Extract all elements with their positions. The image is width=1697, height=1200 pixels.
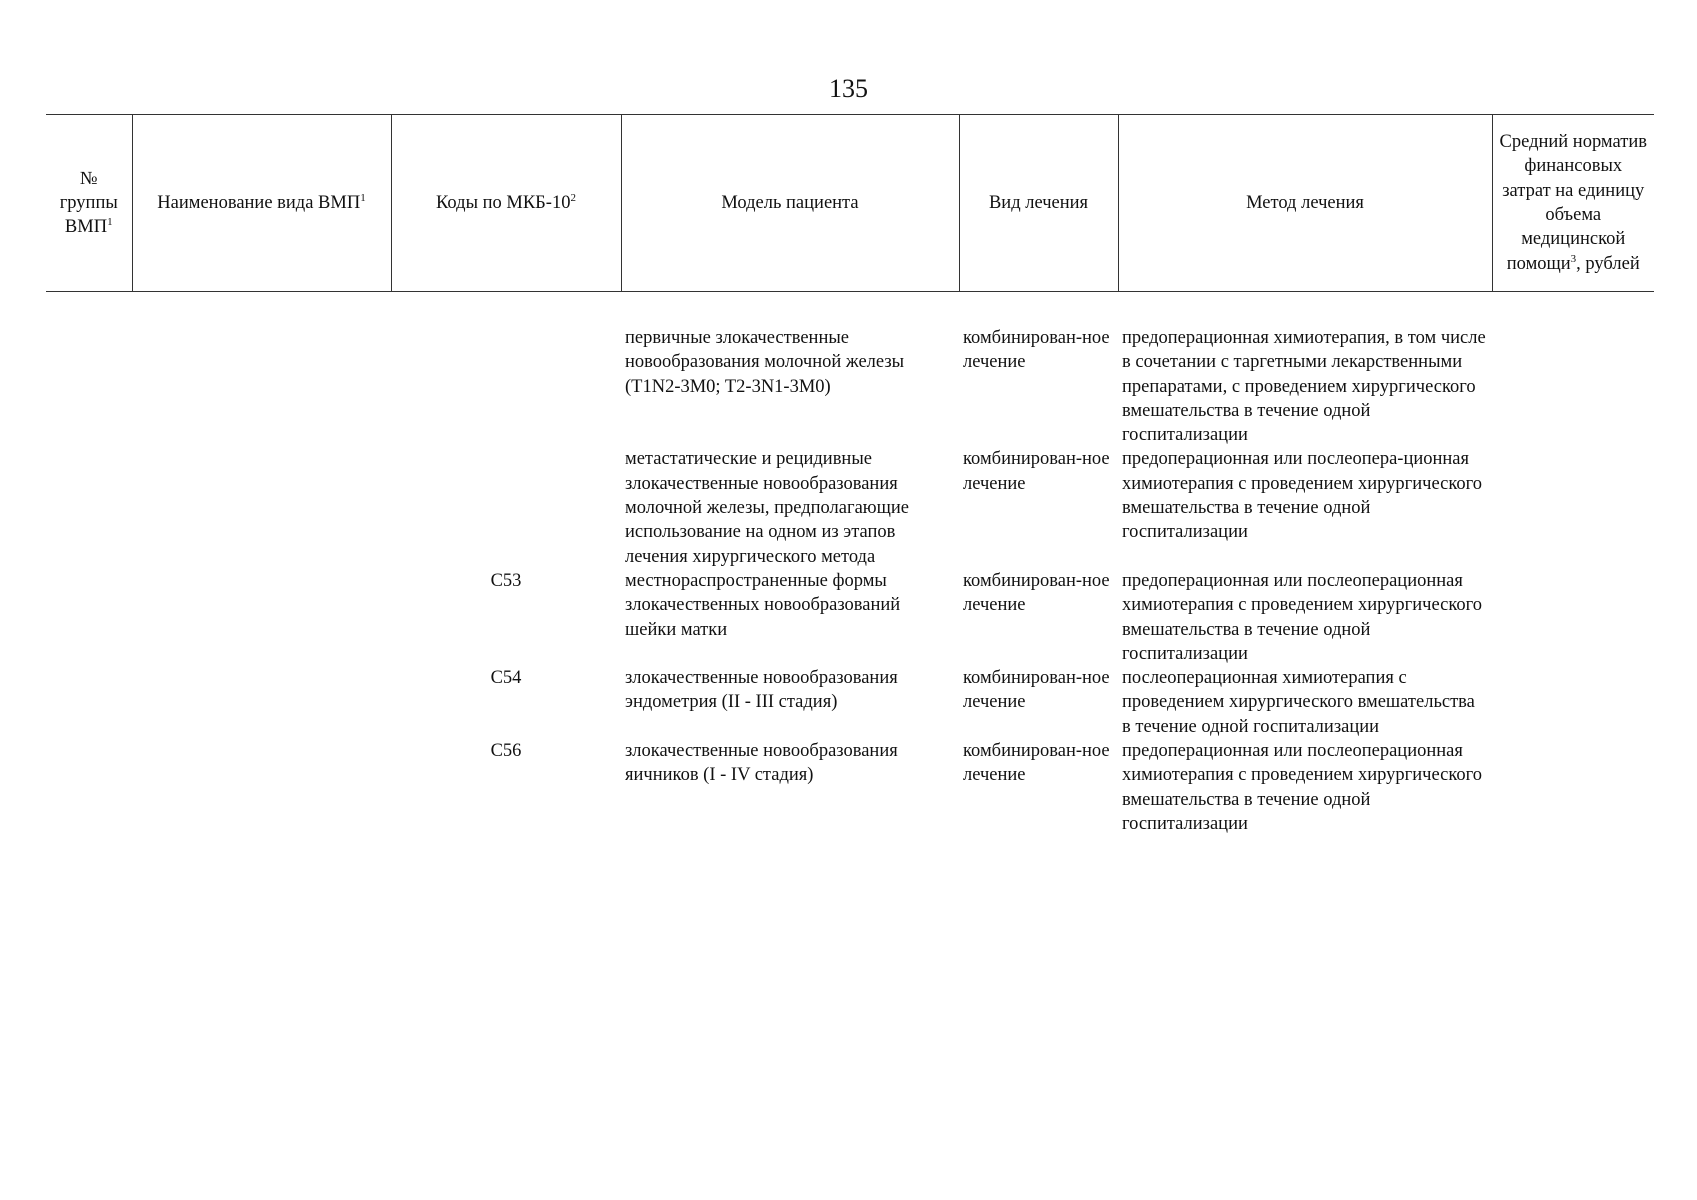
treatment-method-cell: послеоперационная химиотерапия с проведением хирургического вмешательства в течение одной госпитализации (1122, 668, 1475, 737)
treatment-method-cell: предоперационная или послеоперационная химиотерапия с проведением хирургического вмешательства в течение одной госпитализации (1122, 570, 1483, 664)
table-row (46, 326, 1654, 447)
average-cost-cell (1492, 326, 1654, 447)
patient-model-cell: местнораспространенные формы злокачественных новообразований шейки матки (625, 570, 901, 640)
average-cost-cell (1492, 569, 1654, 666)
footnote-marker: 3 (1570, 252, 1577, 265)
footnote-marker: 1 (107, 215, 113, 228)
page-number: 135 (829, 74, 868, 103)
header-group-number (46, 115, 132, 292)
header-treatment-kind-text: Вид лечения (988, 192, 1089, 213)
table-row (46, 666, 1654, 739)
name-cell (132, 739, 391, 836)
header-icd-codes-text: Коды по МКБ-10 (436, 192, 571, 213)
treatment-kind-cell: комбинирован-ное лечение (963, 328, 1110, 373)
header-average-cost (1492, 115, 1654, 292)
treatment-method-cell: предоперационная или послеоперационная химиотерапия с проведением хирургического вмешательства в течение одной госпитализации (1122, 741, 1483, 834)
header-treatment-method-text: Метод лечения (1246, 192, 1364, 213)
footnote-marker: 1 (360, 191, 366, 204)
treatment-method-cell: предоперационная химиотерапия, в том числе в сочетании с таргетными лекарственными препаратами, с проведением хирургического вмешательства в течение одной госпитализации (1122, 328, 1486, 446)
group-cell (46, 326, 132, 447)
treatment-kind-cell: комбинирован-ное лечение (963, 741, 1110, 786)
spacer-cell (46, 292, 1654, 327)
name-cell (132, 326, 391, 447)
icd-code-cell (391, 447, 621, 568)
header-treatment-method (1118, 115, 1492, 292)
treatment-method-cell: предоперационная или послеопера-ционная химиотерапия с проведением хирургического вмешательства в течение одной госпитализации (1122, 449, 1483, 543)
icd-code-cell: C53 (490, 570, 522, 591)
group-cell (46, 447, 132, 568)
icd-code-cell: C54 (490, 668, 522, 689)
patient-model-cell: первичные злокачественные новообразования молочной железы (T1N2-3M0; T2-3N1-3M0) (625, 328, 905, 397)
document-sheet (46, 114, 1654, 836)
group-cell (46, 739, 132, 836)
table-row (46, 739, 1654, 836)
group-cell (46, 666, 132, 739)
patient-model-cell: злокачественные новообразования яичников (I - IV стадия) (625, 741, 898, 786)
group-cell (46, 569, 132, 666)
average-cost-cell (1492, 739, 1654, 836)
icd-code-cell: C56 (490, 741, 522, 762)
treatment-kind-cell: комбинирован-ное лечение (963, 449, 1110, 494)
header-icd-codes (391, 115, 621, 292)
icd-code-cell (391, 326, 621, 447)
footnote-marker: 2 (570, 191, 576, 204)
header-patient-model-text: Модель пациента (721, 192, 859, 213)
average-cost-cell (1492, 666, 1654, 739)
table-row (46, 447, 1654, 568)
header-patient-model (621, 115, 959, 292)
table-row (46, 569, 1654, 666)
treatment-kind-cell: комбинирован-ное лечение (963, 570, 1110, 616)
average-cost-cell (1492, 447, 1654, 568)
table-header-row (46, 115, 1654, 292)
name-cell (132, 447, 391, 568)
table-spacer-row (46, 292, 1654, 327)
vmp-table (46, 114, 1654, 836)
header-group-number-text: № группы ВМП (59, 168, 118, 238)
patient-model-cell: злокачественные новообразования эндометрия (II - III стадия) (625, 668, 898, 713)
header-vmp-name (132, 115, 391, 292)
treatment-kind-cell: комбинирован-ное лечение (963, 668, 1110, 713)
header-average-cost-text: Средний норматив финансовых затрат на единицу объема медицинской помощи (1499, 132, 1647, 274)
name-cell (132, 666, 391, 739)
header-vmp-name-text: Наименование вида ВМП (157, 192, 361, 213)
name-cell (132, 569, 391, 666)
patient-model-cell: метастатические и рецидивные злокачественные новообразования молочной железы, предполагающие использование на одном из этапов лечения хирургического метода (625, 449, 909, 567)
header-average-cost-unit: , рублей (1576, 253, 1640, 274)
header-treatment-kind (959, 115, 1118, 292)
